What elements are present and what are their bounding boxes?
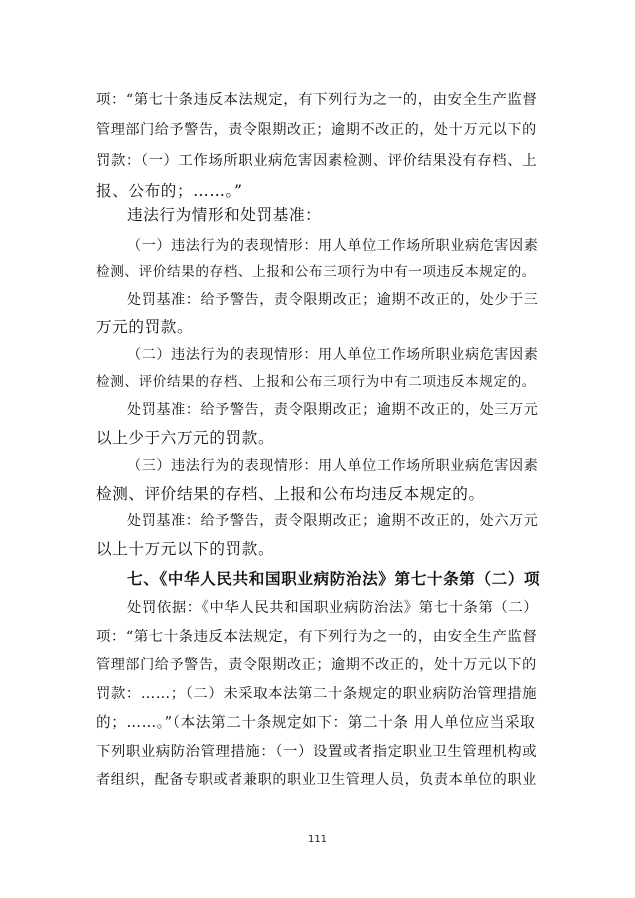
paragraph-line: 罚款：……；（二）未采取本法第二十条规定的职业病防治管理措施 <box>96 686 538 702</box>
paragraph-line: 万元的罚款。 <box>96 318 194 336</box>
paragraph-line: 项：“第七十条违反本法规定，有下列行为之一的，由安全生产监督 <box>96 629 538 645</box>
case-two-penalty: 处罚基准：给予警告，责令限期改正；逾期不改正的，处三万元 <box>127 402 539 418</box>
section-label: 违法行为情形和处罚基准： <box>127 206 322 224</box>
paragraph-line: 罚款：（一）工作场所职业病危害因素检测、评价结果没有存档、上 <box>96 153 538 169</box>
case-two-description: （二）违法行为的表现情形：用人单位工作场所职业病危害因素 <box>127 347 539 363</box>
paragraph-line: 项：“第七十条违反本法规定，有下列行为之一的，由安全生产监督 <box>96 92 538 108</box>
case-one-description: （一）违法行为的表现情形：用人单位工作场所职业病危害因素 <box>127 238 539 254</box>
paragraph-line: 报、公布的；……。” <box>96 182 243 200</box>
paragraph-line: 管理部门给予警告，责令限期改正；逾期不改正的，处十万元以下的 <box>96 657 537 673</box>
paragraph-line: 检测、评价结果的存档、上报和公布三项行为中有一项违反本规定的。 <box>96 264 537 280</box>
case-three-penalty: 处罚基准：给予警告，责令限期改正；逾期不改正的，处六万元 <box>127 513 539 529</box>
case-three-description: （三）违法行为的表现情形：用人单位工作场所职业病危害因素 <box>127 458 539 474</box>
paragraph-line: 的；……。”（本法第二十条规定如下：第二十条 用人单位应当采取 <box>96 714 536 731</box>
page-number: 111 <box>307 834 328 845</box>
paragraph-line: 以上少于六万元的罚款。 <box>96 429 275 447</box>
paragraph-line: 管理部门给予警告，责令限期改正；逾期不改正的，处十万元以下的 <box>96 122 537 138</box>
paragraph-line: 以上十万元以下的罚款。 <box>96 540 275 558</box>
paragraph-line: 下列职业病防治管理措施：（一）设置或者指定职业卫生管理机构或 <box>96 744 538 760</box>
paragraph-line: 者组织，配备专职或者兼职的职业卫生管理人员，负责本单位的职业 <box>96 772 537 788</box>
case-one-penalty: 处罚基准：给予警告，责令限期改正；逾期不改正的，处少于三 <box>127 292 539 308</box>
paragraph-line: 检测、评价结果的存档、上报和公布均违反本规定的。 <box>96 485 485 503</box>
section-heading: 七、《中华人民共和国职业病防治法》第七十条第（二）项 <box>127 570 541 588</box>
penalty-basis: 处罚依据：《中华人民共和国职业病防治法》第七十条第（二） <box>127 600 539 616</box>
paragraph-line: 检测、评价结果的存档、上报和公布三项行为中有二项违反本规定的。 <box>96 374 537 390</box>
